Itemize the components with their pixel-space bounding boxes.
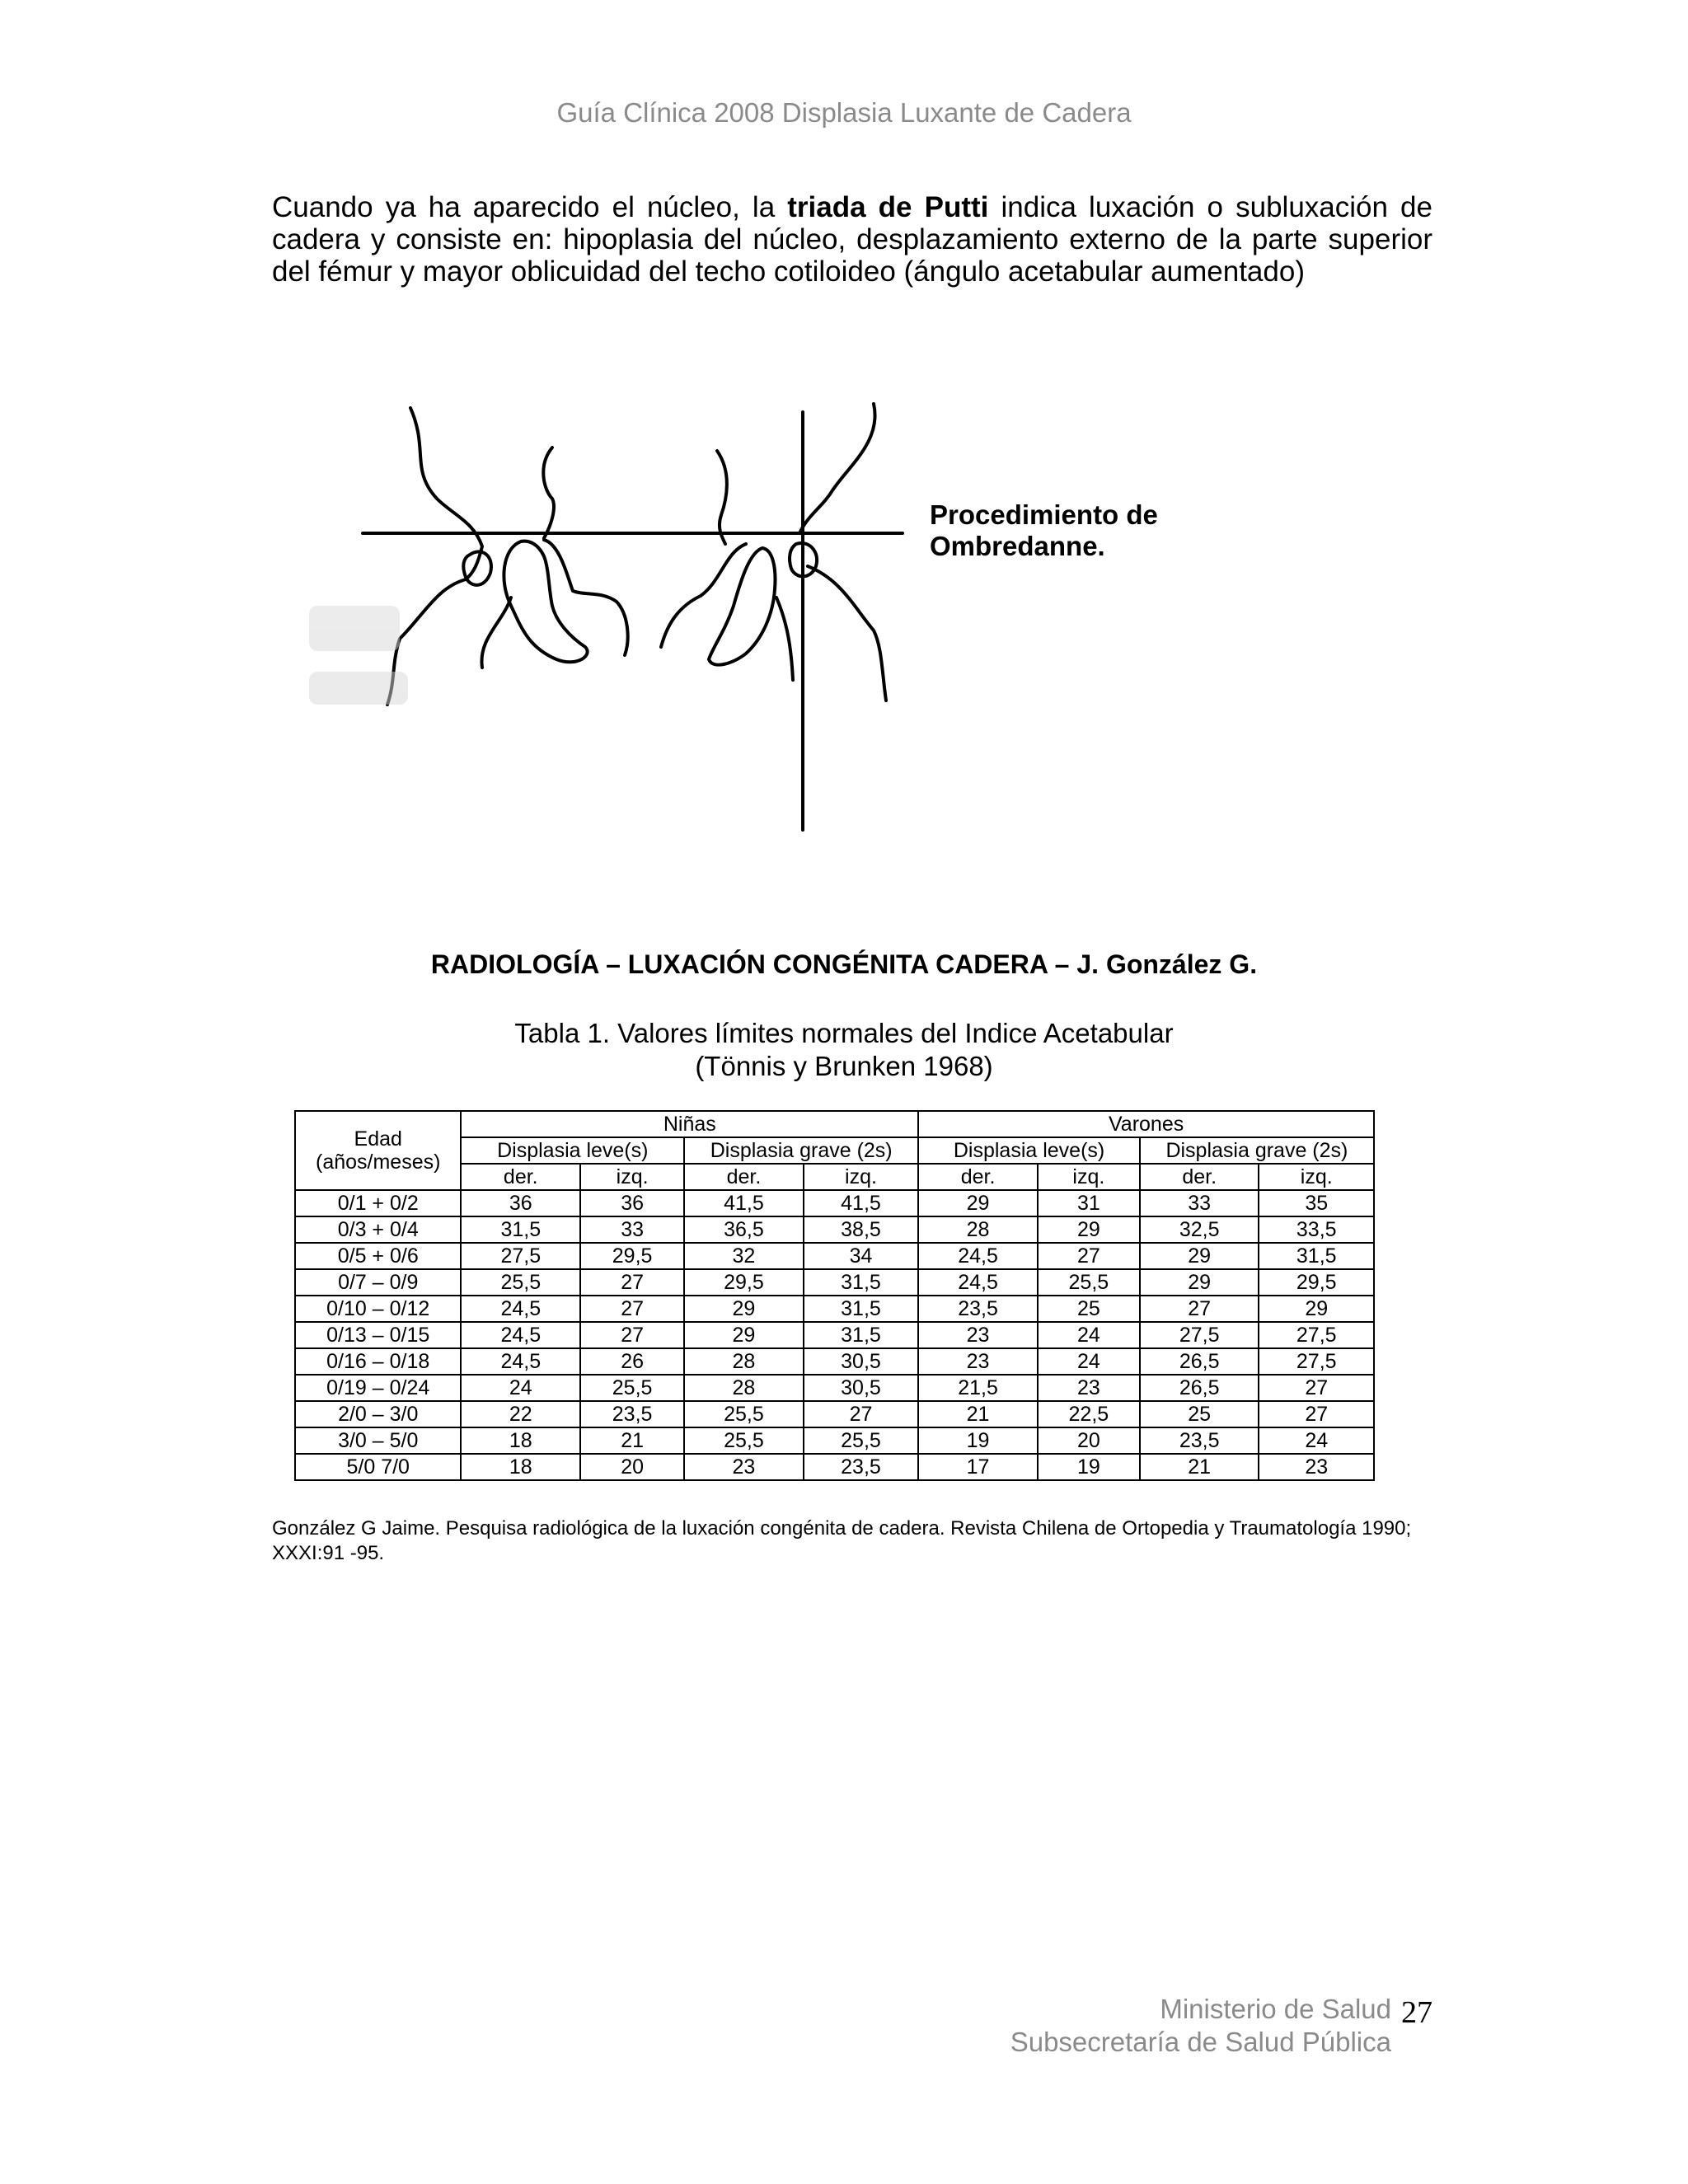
- table-cell: 24,5: [461, 1322, 580, 1348]
- table-row: [295, 1269, 1374, 1296]
- table-cell: 29: [1038, 1216, 1140, 1243]
- table-cell: 21: [918, 1401, 1038, 1427]
- table-cell: 26,5: [1140, 1348, 1259, 1375]
- acetabular-index-table: [294, 1110, 1375, 1481]
- side-header-right: der.: [461, 1164, 580, 1190]
- table-cell: 0/3 + 0/4: [295, 1216, 461, 1243]
- figure-caption: [930, 499, 1202, 562]
- table-cell: 27,5: [1259, 1348, 1374, 1375]
- table-cell: 29,5: [1259, 1269, 1374, 1296]
- table-cell: 23,5: [918, 1296, 1038, 1322]
- table-cell: 19: [918, 1427, 1038, 1454]
- table-cell: 29: [1140, 1269, 1259, 1296]
- table-row: [295, 1216, 1374, 1243]
- table-cell: 0/13 – 0/15: [295, 1322, 461, 1348]
- side-header-right: der.: [684, 1164, 804, 1190]
- table-cell: 33: [1140, 1190, 1259, 1216]
- table-cell: 28: [918, 1216, 1038, 1243]
- running-header: Guía Clínica 2008 Displasia Luxante de Cadera: [556, 97, 1132, 128]
- table-cell: 23: [1038, 1375, 1140, 1401]
- table-cell: 25,5: [804, 1427, 918, 1454]
- table-cell: 21,5: [918, 1375, 1038, 1401]
- table-cell: 21: [580, 1427, 684, 1454]
- table-row: [295, 1296, 1374, 1322]
- table-cell: 20: [580, 1454, 684, 1480]
- side-header-left: izq.: [580, 1164, 684, 1190]
- table-cell: 25,5: [1038, 1269, 1140, 1296]
- table-cell: 21: [1140, 1454, 1259, 1480]
- table-cell: 0/16 – 0/18: [295, 1348, 461, 1375]
- table-cell: 23: [1259, 1454, 1374, 1480]
- table-cell: 28: [684, 1348, 804, 1375]
- table-cell: 36: [461, 1190, 580, 1216]
- table-cell: 27: [804, 1401, 918, 1427]
- table-cell: 27,5: [1140, 1322, 1259, 1348]
- table-cell: 31,5: [804, 1296, 918, 1322]
- side-header-left: izq.: [1038, 1164, 1140, 1190]
- table-cell: 27: [1038, 1243, 1140, 1269]
- table-body: [295, 1190, 1374, 1480]
- table-cell: 31,5: [804, 1269, 918, 1296]
- table-cell: 2/0 – 3/0: [295, 1401, 461, 1427]
- boys-mild-header: Displasia leve(s): [918, 1137, 1140, 1164]
- table-row: [295, 1190, 1374, 1216]
- footer-line1: Ministerio de Salud: [1160, 1994, 1391, 2024]
- table-cell: 29: [918, 1190, 1038, 1216]
- footer-line2: Subsecretaría de Salud Pública: [1010, 2027, 1391, 2057]
- side-header-right: der.: [1140, 1164, 1259, 1190]
- table-cell: 29,5: [684, 1269, 804, 1296]
- table-cell: 38,5: [804, 1216, 918, 1243]
- age-header-line1: Edad: [354, 1127, 402, 1151]
- table-row: [295, 1401, 1374, 1427]
- table-cell: 0/7 – 0/9: [295, 1269, 461, 1296]
- table-cell: 25,5: [684, 1401, 804, 1427]
- table-cell: 31,5: [804, 1322, 918, 1348]
- table-cell: 24,5: [461, 1348, 580, 1375]
- intro-paragraph: [272, 191, 1432, 288]
- table-cell: 24,5: [918, 1243, 1038, 1269]
- table-cell: 23: [918, 1348, 1038, 1375]
- table-cell: 0/10 – 0/12: [295, 1296, 461, 1322]
- table-cell: 25,5: [461, 1269, 580, 1296]
- table-cell: 0/19 – 0/24: [295, 1375, 461, 1401]
- table-cell: 26,5: [1140, 1375, 1259, 1401]
- table-cell: 0/5 + 0/6: [295, 1243, 461, 1269]
- table-cell: 36,5: [684, 1216, 804, 1243]
- table-cell: 35: [1259, 1190, 1374, 1216]
- table-cell: 41,5: [684, 1190, 804, 1216]
- figure-caption-line1: Procedimiento de: [930, 499, 1158, 530]
- table-cell: 24,5: [918, 1269, 1038, 1296]
- table-cell: 20: [1038, 1427, 1140, 1454]
- table-cell: 29,5: [580, 1243, 684, 1269]
- hip-diagram-figure: [305, 375, 989, 845]
- figure-caption-line2: Ombredanne.: [930, 531, 1105, 561]
- table-cell: 31: [1038, 1190, 1140, 1216]
- page-number: 27: [1401, 1995, 1432, 2030]
- table-cell: 27,5: [1259, 1322, 1374, 1348]
- table-cell: 27: [580, 1296, 684, 1322]
- table-cell: 28: [684, 1375, 804, 1401]
- table-cell: 29: [684, 1322, 804, 1348]
- table-cell: 27: [1259, 1401, 1374, 1427]
- table-row: [295, 1243, 1374, 1269]
- side-header-right: der.: [918, 1164, 1038, 1190]
- table-row: [295, 1375, 1374, 1401]
- table-cell: 23,5: [1140, 1427, 1259, 1454]
- table-cell: 30,5: [804, 1375, 918, 1401]
- table-row: [295, 1454, 1374, 1480]
- table-cell: 19: [1038, 1454, 1140, 1480]
- intro-text-end: indica luxación o subluxación de cadera y consiste en: hipoplasia del núcleo, desplazamiento externo de la parte superior del fémur y mayor oblicuidad del techo cotiloideo (ángulo acetabular aumentado): [272, 191, 1432, 288]
- table-cell: 25: [1038, 1296, 1140, 1322]
- table-row: [295, 1348, 1374, 1375]
- table-cell: 22,5: [1038, 1401, 1140, 1427]
- table-cell: 23: [684, 1454, 804, 1480]
- table-cell: 27: [580, 1269, 684, 1296]
- table-cell: 25,5: [580, 1375, 684, 1401]
- girls-mild-header: Displasia leve(s): [461, 1137, 684, 1164]
- table-title-line1: Tabla 1. Valores límites normales del Indice Acetabular: [514, 1018, 1174, 1048]
- table-row: [295, 1427, 1374, 1454]
- table-row: [295, 1322, 1374, 1348]
- table-cell: 27,5: [461, 1243, 580, 1269]
- ombredanne-hip-drawing: [305, 375, 989, 845]
- table-cell: 33: [580, 1216, 684, 1243]
- girls-severe-header: Displasia grave (2s): [684, 1137, 918, 1164]
- section-title: RADIOLOGÍA – LUXACIÓN CONGÉNITA CADERA – J. González G.: [430, 949, 1258, 979]
- table-cell: 29: [1140, 1243, 1259, 1269]
- table-cell: 34: [804, 1243, 918, 1269]
- intro-text-start: Cuando ya ha aparecido el núcleo, la: [272, 191, 788, 223]
- side-header-left: izq.: [1259, 1164, 1374, 1190]
- table-cell: 27: [580, 1322, 684, 1348]
- table-cell: 31,5: [461, 1216, 580, 1243]
- table-cell: 29: [1259, 1296, 1374, 1322]
- boys-severe-header: Displasia grave (2s): [1140, 1137, 1374, 1164]
- table-cell: 17: [918, 1454, 1038, 1480]
- table-cell: 24,5: [461, 1296, 580, 1322]
- table-cell: 24: [1038, 1322, 1140, 1348]
- table-cell: 18: [461, 1427, 580, 1454]
- table-cell: 23,5: [804, 1454, 918, 1480]
- table-cell: 36: [580, 1190, 684, 1216]
- table-cell: 27: [1259, 1375, 1374, 1401]
- girls-header: Niñas: [461, 1111, 918, 1137]
- table-cell: 3/0 – 5/0: [295, 1427, 461, 1454]
- table-cell: 0/1 + 0/2: [295, 1190, 461, 1216]
- footer-ministry: [1010, 1993, 1391, 2059]
- table-cell: 5/0 7/0: [295, 1454, 461, 1480]
- reference-citation: González G Jaime. Pesquisa radiológica de la luxación congénita de cadera. Revista Chilena de Ortopedia y Traumatología 1990; XXXI:91 -95.: [272, 1517, 1412, 1564]
- table-cell: 32,5: [1140, 1216, 1259, 1243]
- boys-header: Varones: [918, 1111, 1374, 1137]
- table-cell: 23,5: [580, 1401, 684, 1427]
- table-cell: 26: [580, 1348, 684, 1375]
- table-cell: 29: [684, 1296, 804, 1322]
- table-cell: 22: [461, 1401, 580, 1427]
- intro-bold-term: triada de Putti: [787, 191, 989, 223]
- table-cell: 32: [684, 1243, 804, 1269]
- table-cell: 23: [918, 1322, 1038, 1348]
- table-cell: 24: [1259, 1427, 1374, 1454]
- table-title: [0, 1017, 1688, 1083]
- table-cell: 25: [1140, 1401, 1259, 1427]
- table-cell: 33,5: [1259, 1216, 1374, 1243]
- table-title-line2: (Tönnis y Brunken 1968): [695, 1051, 993, 1081]
- table-cell: 31,5: [1259, 1243, 1374, 1269]
- table-cell: 25,5: [684, 1427, 804, 1454]
- table-cell: 24: [1038, 1348, 1140, 1375]
- table-cell: 24: [461, 1375, 580, 1401]
- age-header: [295, 1111, 461, 1190]
- table-cell: 30,5: [804, 1348, 918, 1375]
- side-header-left: izq.: [804, 1164, 918, 1190]
- age-header-line2: (años/meses): [316, 1151, 441, 1174]
- table-cell: 41,5: [804, 1190, 918, 1216]
- table-cell: 27: [1140, 1296, 1259, 1322]
- table-cell: 18: [461, 1454, 580, 1480]
